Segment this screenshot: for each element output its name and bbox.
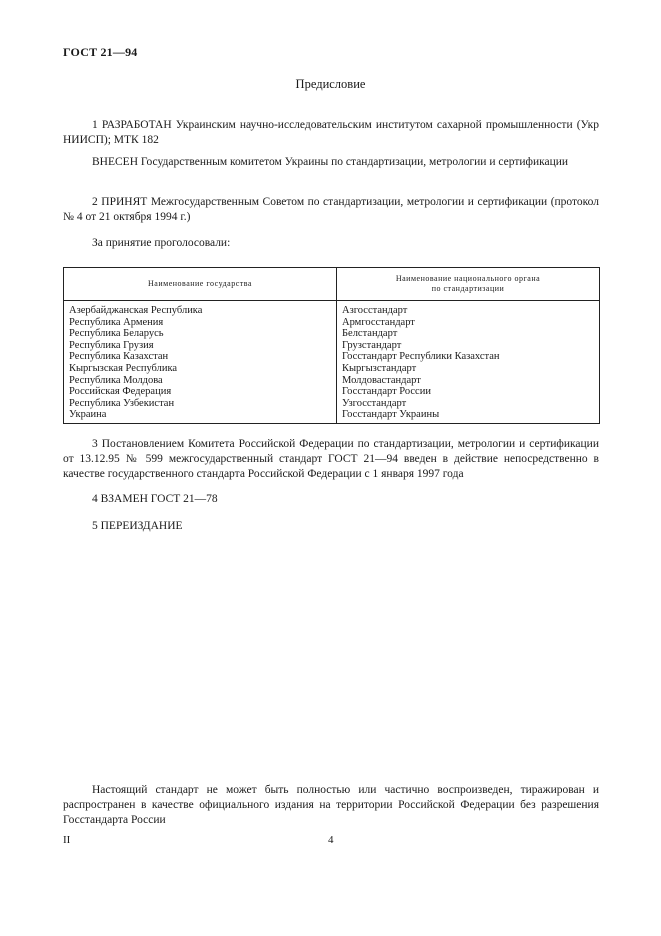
table-cell-body: Кыргызстандарт (342, 362, 417, 374)
copyright-note: Настоящий стандарт не может быть полностью или частично воспроизведен, тиражирован и распространен в качестве официального издания на территории Российской Федерации без разрешения Госстандарта России (63, 784, 599, 826)
table-cell-state: Республика Грузия (69, 339, 154, 351)
table-cell-state: Республика Армения (69, 316, 164, 328)
table-body-row (64, 301, 600, 424)
table-cell-state: Азербайджанская Республика (69, 305, 203, 316)
state-names-column (64, 301, 337, 424)
table-cell-state: Российская Федерация (69, 386, 172, 398)
paragraph-voted: За принятие проголосовали: (92, 237, 231, 249)
table-cell-state: Кыргызская Республика (69, 362, 178, 374)
voting-states-table (63, 267, 600, 424)
table-cell-body: Азгосстандарт (342, 305, 408, 316)
standards-bodies-column (337, 301, 600, 424)
paragraph-resolution: 3 Постановлением Комитета Российской Федерации по стандартизации, метрологии и сертификации от 13.12.95 № 599 межгосударственный стандарт ГОСТ 21—94 введен в действие непосредственно в качестве государственного стандарта Российской Федерации с 1 января 1997 года (63, 438, 599, 480)
table-cell-body: Белстандарт (342, 328, 398, 340)
paragraph-introduced: ВНЕСЕН Государственным комитетом Украины по стандартизации, метрологии и сертификации (92, 156, 569, 168)
paragraph-reissue: 5 ПЕРЕИЗДАНИЕ (92, 520, 183, 532)
table-header-row (64, 268, 600, 301)
table-cell-state: Республика Казахстан (69, 351, 169, 363)
table-cell-state: Республика Узбекистан (69, 397, 175, 409)
header-standards-body: Наименование национального органа по стандартизации (337, 268, 600, 301)
table-cell-state: Республика Молдова (69, 374, 163, 386)
table-cell-body: Госстандарт Республики Казахстан (342, 351, 500, 363)
table-cell-body: Армгосстандарт (342, 316, 415, 328)
page-number: 4 (328, 834, 334, 846)
table-cell-body: Госстандарт России (342, 386, 431, 398)
paragraph-developed: 1 РАЗРАБОТАН Украинским научно-исследовательским институтом сахарной промышленности (Укр НИИСП); МТК 182 (63, 119, 599, 146)
table-cell-body: Госстандарт Украины (342, 409, 440, 421)
page-title: Предисловие (295, 77, 366, 91)
table-cell-body: Узгосстандарт (342, 397, 407, 409)
table-cell-body: Молдовастандарт (342, 374, 421, 386)
table-cell-body: Грузстандарт (342, 339, 402, 351)
paragraph-replaces: 4 ВЗАМЕН ГОСТ 21—78 (92, 493, 218, 505)
document-code: ГОСТ 21—94 (63, 45, 138, 59)
header-state-name: Наименование государства (64, 268, 337, 301)
table-cell-state: Республика Беларусь (69, 328, 164, 340)
page-roman-numeral: II (63, 834, 71, 846)
table-cell-state: Украина (69, 409, 107, 421)
paragraph-adopted: 2 ПРИНЯТ Межгосударственным Советом по стандартизации, метрологии и сертификации (протокол № 4 от 21 октября 1994 г.) (63, 196, 599, 223)
